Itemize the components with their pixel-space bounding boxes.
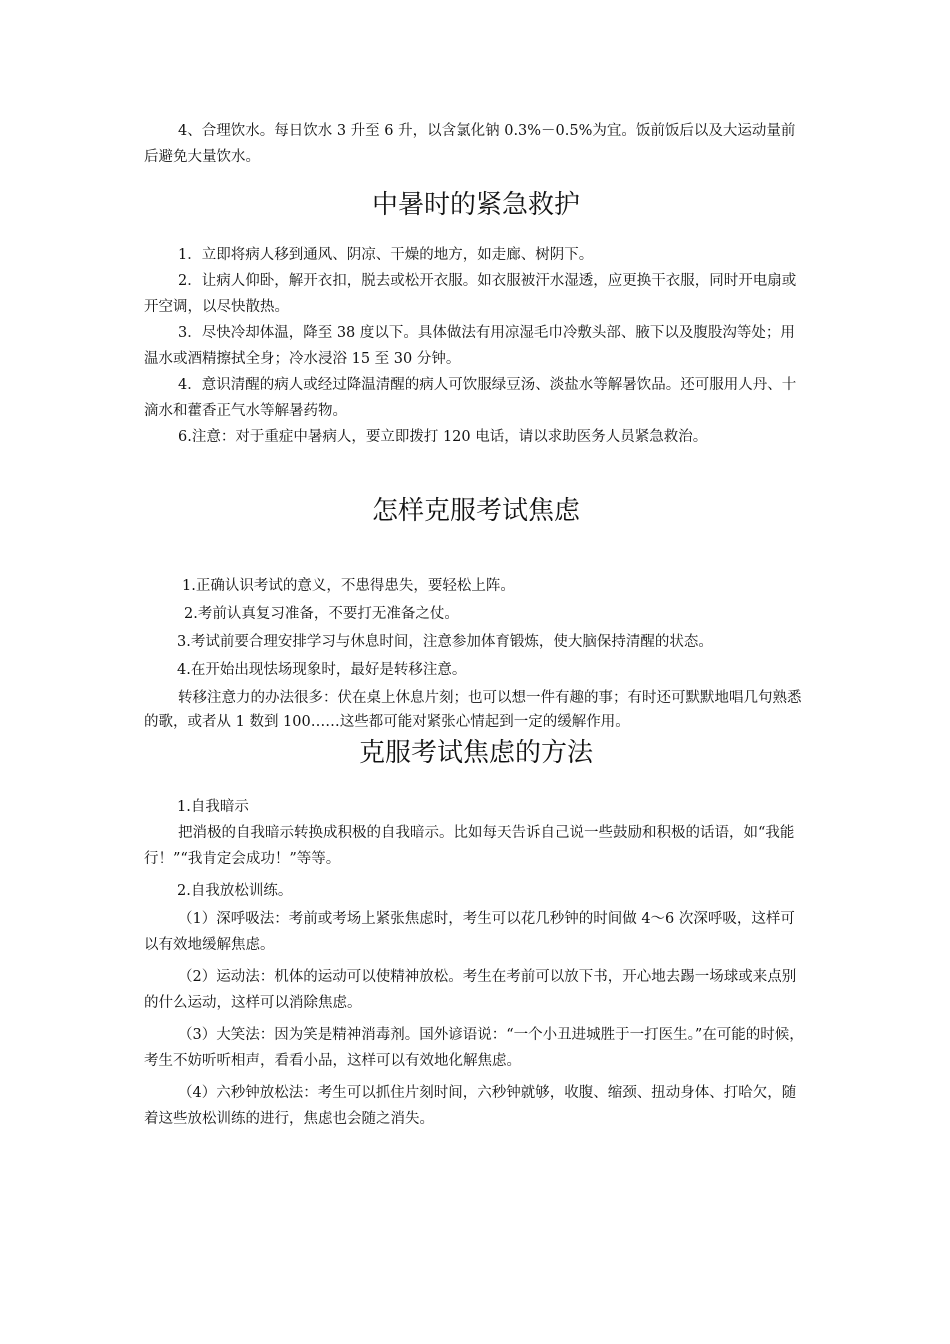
six-second-paragraph: （4）六秒钟放松法：考生可以抓住片刻时间，六秒钟就够，收腹、缩颈、扭动身体、打哈欠，随着这些放松训练的进行，焦虑也会随之消失。 <box>144 1085 797 1127</box>
method-2-title: 2.自我放松训练。 <box>177 883 293 899</box>
exam-item-1: 1.正确认识考试的意义，不患得患失，要轻松上阵。 <box>182 578 515 594</box>
methods-heading: 克服考试焦虑的方法 <box>358 738 593 768</box>
exam-item-3: 3.考试前要合理安排学习与休息时间，注意参加体育锻炼，使大脑保持清醒的状态。 <box>177 634 713 650</box>
emergency-item-4: 4．意识清醒的病人或经过降温清醒的病人可饮服绿豆汤、淡盐水等解暑饮品。还可服用人丹、十滴水和藿香正气水等解暑药物。 <box>144 377 797 419</box>
emergency-item-2: 2．让病人仰卧，解开衣扣，脱去或松开衣服。如衣服被汗水湿透，应更换干衣服，同时开电扇或开空调，以尽快散热。 <box>144 273 797 315</box>
method-1-title: 1.自我暗示 <box>177 799 249 815</box>
exam-item-2: 2.考前认真复习准备，不要打无准备之仗。 <box>184 606 459 622</box>
deep-breathing-paragraph: （1）深呼吸法：考前或考场上紧张焦虑时，考生可以花几秒钟的时间做 4～6 次深呼吸，这样可以有效地缓解焦虑。 <box>144 911 795 953</box>
attention-shift-paragraph: 转移注意力的办法很多：伏在桌上休息片刻；也可以想一件有趣的事；有时还可默默地唱几句熟悉的歌，或者从 1 数到 100……这些都可能对紧张心情起到一定的缓解作用。 <box>144 690 802 730</box>
emergency-heading: 中暑时的紧急救护 <box>371 190 580 220</box>
method-1-body: 把消极的自我暗示转换成积极的自我暗示。比如每天告诉自己说一些鼓励和积极的话语，如“我能行！”“我肯定会成功！”等等。 <box>144 825 795 867</box>
drinking-water-paragraph: 4、合理饮水。每日饮水 3 升至 6 升，以含氯化钠 0.3%－0.5%为宜。饭前饭后以及大运动量前后避免大量饮水。 <box>144 123 796 165</box>
exam-item-4: 4.在开始出现怯场现象时，最好是转移注意。 <box>177 662 467 678</box>
emergency-item-3: 3．尽快冷却体温，降至 38 度以下。具体做法有用凉湿毛巾冷敷头部、腋下以及腹股沟等处；用温水或酒精擦拭全身；冷水浸浴 15 至 30 分钟。 <box>144 325 795 367</box>
emergency-item-1: 1．立即将病人移到通风、阴凉、干燥的地方，如走廊、树阴下。 <box>178 247 594 263</box>
emergency-item-6: 6.注意：对于重症中暑病人，要立即拨打 120 电话，请以求助医务人员紧急救治。 <box>178 429 708 445</box>
laughter-paragraph: （3）大笑法：因为笑是精神消毒剂。国外谚语说：“一个小丑进城胜于一打医生。”在可能的时候，考生不妨听听相声，看看小品，这样可以有效地化解焦虑。 <box>144 1027 804 1069</box>
exam-anxiety-heading: 怎样克服考试焦虑 <box>371 496 580 526</box>
exercise-paragraph: （2）运动法：机体的运动可以使精神放松。考生在考前可以放下书，开心地去踢一场球或来点别的什么运动，这样可以消除焦虑。 <box>144 969 797 1011</box>
